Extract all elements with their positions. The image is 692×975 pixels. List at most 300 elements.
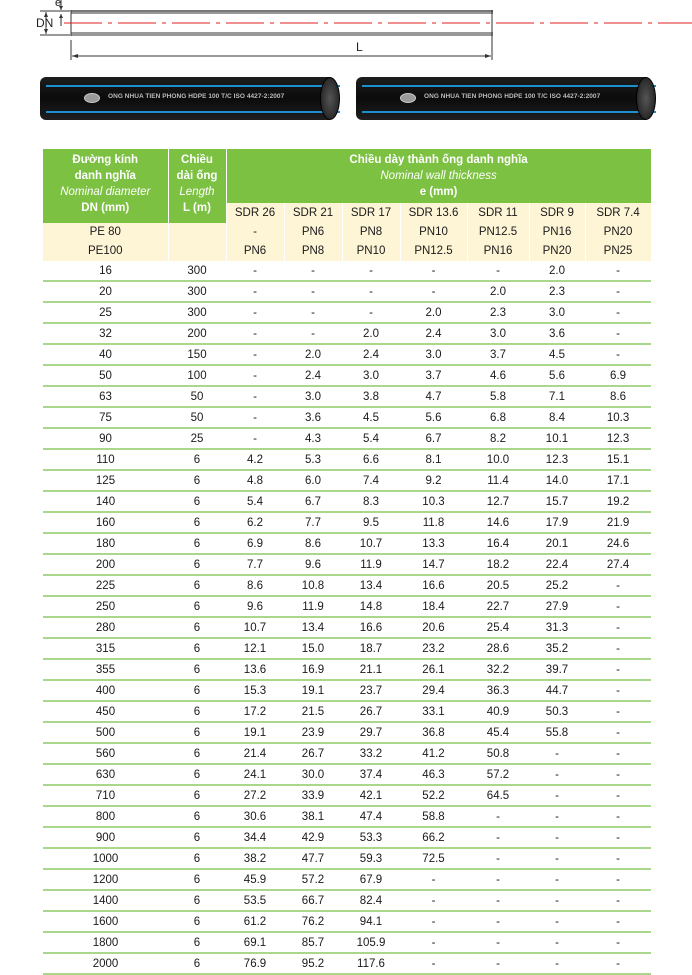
length-cell: 6 — [168, 533, 226, 554]
pe100-row — [43, 242, 651, 261]
thickness-cell: - — [529, 827, 585, 848]
thickness-cell: 27.9 — [529, 596, 585, 617]
table-row — [43, 596, 651, 617]
table-row — [43, 407, 651, 428]
thickness-cell: 85.7 — [284, 932, 342, 953]
thickness-cell: 57.2 — [467, 764, 529, 785]
thickness-cell: 16.9 — [284, 659, 342, 680]
thickness-cell: 8.4 — [529, 407, 585, 428]
thickness-cell: 24.1 — [226, 764, 284, 785]
thickness-cell: 6.6 — [342, 449, 400, 470]
pe80-pn-cell: PN8 — [342, 223, 400, 242]
thickness-cell: 6.2 — [226, 512, 284, 533]
thickness-cell: 25.2 — [529, 575, 585, 596]
thickness-cell: - — [585, 575, 651, 596]
thickness-cell: 10.3 — [585, 407, 651, 428]
thickness-cell: 36.3 — [467, 680, 529, 701]
table-row — [43, 344, 651, 365]
diameter-cell: 450 — [43, 701, 168, 722]
length-cell: 6 — [168, 743, 226, 764]
thickness-cell: - — [585, 890, 651, 911]
thickness-cell: - — [226, 344, 284, 365]
thickness-cell: 9.2 — [400, 470, 467, 491]
thickness-cell: 39.7 — [529, 659, 585, 680]
thickness-cell: 12.3 — [529, 449, 585, 470]
thickness-cell: 17.9 — [529, 512, 585, 533]
thickness-cell: 6.7 — [284, 491, 342, 512]
thickness-cell: 22.7 — [467, 596, 529, 617]
thickness-cell: 16.6 — [400, 575, 467, 596]
thickness-cell: - — [529, 764, 585, 785]
thickness-cell: 19.1 — [226, 722, 284, 743]
thickness-cell: 76.9 — [226, 953, 284, 974]
thickness-cell: 117.6 — [342, 953, 400, 974]
diameter-cell: 180 — [43, 533, 168, 554]
thickness-cell: 13.4 — [342, 575, 400, 596]
thickness-cell: 10.7 — [226, 617, 284, 638]
thickness-cell: 6.8 — [467, 407, 529, 428]
thickness-cell: - — [585, 302, 651, 323]
thickness-cell: 21.4 — [226, 743, 284, 764]
thickness-cell: 32.2 — [467, 659, 529, 680]
table-row — [43, 449, 651, 470]
thickness-cell: 22.4 — [529, 554, 585, 575]
thickness-cell: 58.8 — [400, 806, 467, 827]
thickness-cell: 2.4 — [342, 344, 400, 365]
thickness-cell: 72.5 — [400, 848, 467, 869]
sdr-header-cell: SDR 17 — [342, 203, 400, 223]
thickness-cell: 4.5 — [342, 407, 400, 428]
thickness-cell: 10.8 — [284, 575, 342, 596]
diameter-cell: 1600 — [43, 911, 168, 932]
diameter-cell: 800 — [43, 806, 168, 827]
table-row — [43, 554, 651, 575]
table-row — [43, 512, 651, 533]
thickness-cell: 6.9 — [226, 533, 284, 554]
pe80-label: PE 80 — [43, 223, 168, 242]
thickness-cell: - — [226, 407, 284, 428]
diameter-cell: 75 — [43, 407, 168, 428]
diameter-cell: 90 — [43, 428, 168, 449]
length-cell: 6 — [168, 575, 226, 596]
thickness-cell: 64.5 — [467, 785, 529, 806]
pipe-print-text: ONG NHUA TIEN PHONG HDPE 100 T/C ISO 4427-2:2007 — [424, 93, 601, 100]
table-row — [43, 533, 651, 554]
diameter-cell: 355 — [43, 659, 168, 680]
thickness-cell: 4.2 — [226, 449, 284, 470]
thickness-cell: 30.0 — [284, 764, 342, 785]
thickness-cell: - — [585, 722, 651, 743]
thickness-cell: 27.4 — [585, 554, 651, 575]
header-length: Chiều dài ống Length L (m) — [168, 149, 226, 223]
length-cell: 6 — [168, 722, 226, 743]
thickness-cell: - — [467, 911, 529, 932]
thickness-cell: 2.0 — [342, 323, 400, 344]
thickness-cell: 50.8 — [467, 743, 529, 764]
thickness-cell: 24.6 — [585, 533, 651, 554]
thickness-cell: 2.0 — [467, 281, 529, 302]
length-label: L — [356, 40, 363, 54]
thickness-cell: 2.0 — [529, 261, 585, 281]
table-row — [43, 701, 651, 722]
diameter-cell: 20 — [43, 281, 168, 302]
thickness-cell: 28.6 — [467, 638, 529, 659]
diameter-cell: 1200 — [43, 869, 168, 890]
thickness-cell: - — [342, 261, 400, 281]
thickness-cell: - — [529, 869, 585, 890]
diameter-cell: 1800 — [43, 932, 168, 953]
thickness-cell: 8.1 — [400, 449, 467, 470]
length-cell: 6 — [168, 470, 226, 491]
pe100-pn-cell: PN10 — [342, 242, 400, 261]
thickness-cell: - — [529, 743, 585, 764]
diameter-cell: 50 — [43, 365, 168, 386]
thickness-cell: 6.0 — [284, 470, 342, 491]
thickness-cell: 40.9 — [467, 701, 529, 722]
pe80-row — [43, 223, 651, 242]
diameter-cell: 225 — [43, 575, 168, 596]
thickness-cell: 23.2 — [400, 638, 467, 659]
thickness-cell: - — [467, 953, 529, 974]
length-cell: 6 — [168, 638, 226, 659]
table-body — [43, 261, 651, 974]
thickness-cell: 34.4 — [226, 827, 284, 848]
pe80-pn-cell: PN12.5 — [467, 223, 529, 242]
thickness-cell: 15.7 — [529, 491, 585, 512]
thickness-cell: 45.9 — [226, 869, 284, 890]
pe100-pn-cell: PN16 — [467, 242, 529, 261]
length-cell: 300 — [168, 302, 226, 323]
thickness-cell: - — [467, 848, 529, 869]
table-row — [43, 827, 651, 848]
thickness-cell: 11.9 — [342, 554, 400, 575]
length-cell: 200 — [168, 323, 226, 344]
thickness-cell: 47.4 — [342, 806, 400, 827]
table-row — [43, 365, 651, 386]
thickness-cell: 6.9 — [585, 365, 651, 386]
thickness-cell: - — [585, 869, 651, 890]
thickness-cell: 12.1 — [226, 638, 284, 659]
thickness-cell: 23.7 — [342, 680, 400, 701]
length-cell: 100 — [168, 365, 226, 386]
length-cell: 6 — [168, 869, 226, 890]
thickness-cell: - — [400, 281, 467, 302]
thickness-cell: 53.3 — [342, 827, 400, 848]
thickness-cell: 82.4 — [342, 890, 400, 911]
diameter-cell: 140 — [43, 491, 168, 512]
thickness-cell: 19.2 — [585, 491, 651, 512]
blue-stripe — [362, 85, 656, 87]
diameter-cell: 16 — [43, 261, 168, 281]
thickness-cell: 95.2 — [284, 953, 342, 974]
length-cell: 6 — [168, 932, 226, 953]
length-cell: 150 — [168, 344, 226, 365]
thickness-cell: - — [585, 261, 651, 281]
thickness-cell: 3.0 — [284, 386, 342, 407]
pipe-top-wall — [71, 10, 493, 12]
thickness-cell: - — [400, 890, 467, 911]
thickness-cell: 12.7 — [467, 491, 529, 512]
thickness-cell: 2.0 — [284, 344, 342, 365]
blue-stripe — [46, 85, 340, 87]
thickness-cell: 7.7 — [226, 554, 284, 575]
table-row — [43, 890, 651, 911]
thickness-cell: 53.5 — [226, 890, 284, 911]
thickness-cell: 7.7 — [284, 512, 342, 533]
pe100-label: PE100 — [43, 242, 168, 261]
thickness-cell: - — [585, 911, 651, 932]
thickness-cell: 67.9 — [342, 869, 400, 890]
thickness-cell: 10.7 — [342, 533, 400, 554]
thickness-cell: - — [226, 386, 284, 407]
thickness-cell: 38.2 — [226, 848, 284, 869]
diameter-cell: 200 — [43, 554, 168, 575]
thickness-cell: 18.2 — [467, 554, 529, 575]
table-row — [43, 785, 651, 806]
pe100-pn-cell: PN20 — [529, 242, 585, 261]
thickness-cell: - — [585, 323, 651, 344]
sdr-header-cell: SDR 13.6 — [400, 203, 467, 223]
thickness-cell: - — [284, 261, 342, 281]
thickness-cell: 13.6 — [226, 659, 284, 680]
thickness-cell: - — [467, 806, 529, 827]
thickness-cell: - — [585, 659, 651, 680]
pe100-pn-cell: PN6 — [226, 242, 284, 261]
thickness-cell: - — [226, 365, 284, 386]
pipe-outline-drawing — [0, 0, 692, 60]
thickness-cell: 2.3 — [529, 281, 585, 302]
thickness-cell: 66.2 — [400, 827, 467, 848]
pe100-pn-cell: PN12.5 — [400, 242, 467, 261]
thickness-cell: - — [400, 911, 467, 932]
diameter-cell: 63 — [43, 386, 168, 407]
thickness-cell: 3.7 — [400, 365, 467, 386]
thickness-cell: - — [529, 848, 585, 869]
length-cell: 6 — [168, 764, 226, 785]
diameter-cell: 32 — [43, 323, 168, 344]
table-row — [43, 617, 651, 638]
pe100-pn-cell: PN25 — [585, 242, 651, 261]
diameter-cell: 315 — [43, 638, 168, 659]
thickness-cell: 8.6 — [284, 533, 342, 554]
thickness-cell: 29.4 — [400, 680, 467, 701]
thickness-cell: 76.2 — [284, 911, 342, 932]
thickness-cell: - — [585, 701, 651, 722]
thickness-cell: 3.0 — [342, 365, 400, 386]
thickness-cell: 38.1 — [284, 806, 342, 827]
tien-phong-logo-icon — [400, 93, 416, 103]
thickness-cell: - — [585, 617, 651, 638]
length-cell: 6 — [168, 512, 226, 533]
thickness-cell: 31.3 — [529, 617, 585, 638]
length-cell: 6 — [168, 785, 226, 806]
table-row — [43, 386, 651, 407]
diameter-cell: 160 — [43, 512, 168, 533]
sdr-header-cell: SDR 21 — [284, 203, 342, 223]
diameter-cell: 40 — [43, 344, 168, 365]
thickness-cell: 15.3 — [226, 680, 284, 701]
thickness-cell: 3.6 — [284, 407, 342, 428]
table-row — [43, 848, 651, 869]
thickness-cell: 5.6 — [400, 407, 467, 428]
tien-phong-logo-icon — [84, 93, 100, 103]
table-row — [43, 281, 651, 302]
thickness-cell: 36.8 — [400, 722, 467, 743]
thickness-cell: - — [585, 680, 651, 701]
thickness-cell: 14.6 — [467, 512, 529, 533]
sdr-header-cell: SDR 26 — [226, 203, 284, 223]
thickness-cell: 5.4 — [342, 428, 400, 449]
diameter-cell: 560 — [43, 743, 168, 764]
thickness-cell: - — [467, 932, 529, 953]
thickness-cell: 33.2 — [342, 743, 400, 764]
table-row — [43, 764, 651, 785]
length-cell: 300 — [168, 261, 226, 281]
table-row — [43, 575, 651, 596]
thickness-cell: 6.7 — [400, 428, 467, 449]
diameter-cell: 500 — [43, 722, 168, 743]
thickness-cell: - — [226, 323, 284, 344]
thickness-cell: 4.7 — [400, 386, 467, 407]
diameter-cell: 900 — [43, 827, 168, 848]
length-cell: 6 — [168, 554, 226, 575]
diameter-cell: 710 — [43, 785, 168, 806]
thickness-cell: - — [585, 785, 651, 806]
thickness-cell: 27.2 — [226, 785, 284, 806]
thickness-cell: - — [529, 890, 585, 911]
thickness-cell: 15.1 — [585, 449, 651, 470]
thickness-cell: 8.6 — [585, 386, 651, 407]
dn-label: DN — [36, 16, 54, 30]
thickness-cell: - — [284, 323, 342, 344]
thickness-cell: - — [226, 428, 284, 449]
thickness-cell: 57.2 — [284, 869, 342, 890]
thickness-cell: - — [400, 932, 467, 953]
thickness-cell: - — [585, 848, 651, 869]
thickness-cell: - — [585, 827, 651, 848]
thickness-cell: - — [585, 344, 651, 365]
length-cell: 6 — [168, 449, 226, 470]
thickness-cell: 30.6 — [226, 806, 284, 827]
thickness-cell: 12.3 — [585, 428, 651, 449]
length-cell: 6 — [168, 848, 226, 869]
thickness-cell: 26.7 — [284, 743, 342, 764]
pe80-pn-cell: - — [226, 223, 284, 242]
diameter-cell: 125 — [43, 470, 168, 491]
thickness-cell: 3.6 — [529, 323, 585, 344]
length-cell: 6 — [168, 680, 226, 701]
thickness-cell: 9.6 — [226, 596, 284, 617]
thickness-cell: 66.7 — [284, 890, 342, 911]
thickness-cell: - — [400, 869, 467, 890]
blue-stripe — [46, 111, 340, 113]
thickness-cell: 13.3 — [400, 533, 467, 554]
table-row — [43, 638, 651, 659]
thickness-cell: 21.5 — [284, 701, 342, 722]
thickness-cell: 17.2 — [226, 701, 284, 722]
thickness-cell: 3.8 — [342, 386, 400, 407]
thickness-cell: 44.7 — [529, 680, 585, 701]
diameter-cell: 280 — [43, 617, 168, 638]
pipe-specification-table — [43, 149, 652, 975]
thickness-cell: 5.4 — [226, 491, 284, 512]
thickness-cell: 18.4 — [400, 596, 467, 617]
thickness-cell: 16.6 — [342, 617, 400, 638]
thickness-cell: - — [284, 281, 342, 302]
thickness-cell: - — [529, 911, 585, 932]
thickness-cell: 21.9 — [585, 512, 651, 533]
thickness-cell: - — [585, 743, 651, 764]
diameter-cell: 250 — [43, 596, 168, 617]
length-cell: 6 — [168, 827, 226, 848]
thickness-cell: - — [585, 932, 651, 953]
thickness-cell: 94.1 — [342, 911, 400, 932]
thickness-cell: 2.4 — [284, 365, 342, 386]
length-cell: 25 — [168, 428, 226, 449]
table-row — [43, 911, 651, 932]
thickness-cell: 2.0 — [400, 302, 467, 323]
thickness-cell: - — [529, 953, 585, 974]
length-cell: 6 — [168, 911, 226, 932]
length-cell: 6 — [168, 806, 226, 827]
pipe-image-left — [40, 77, 340, 120]
thickness-cell: 52.2 — [400, 785, 467, 806]
thickness-cell: - — [529, 785, 585, 806]
pipe-end-cap — [636, 77, 656, 120]
table-row — [43, 261, 651, 281]
table-row — [43, 806, 651, 827]
thickness-cell: 55.8 — [529, 722, 585, 743]
thickness-cell: 14.7 — [400, 554, 467, 575]
pe80-pn-cell: PN16 — [529, 223, 585, 242]
pe80-pn-cell: PN10 — [400, 223, 467, 242]
table-row — [43, 428, 651, 449]
thickness-cell: 42.9 — [284, 827, 342, 848]
thickness-cell: 10.3 — [400, 491, 467, 512]
table-row — [43, 302, 651, 323]
length-cell: 6 — [168, 890, 226, 911]
thickness-cell: 50.3 — [529, 701, 585, 722]
thickness-cell: 4.6 — [467, 365, 529, 386]
diameter-cell: 400 — [43, 680, 168, 701]
thickness-cell: 37.4 — [342, 764, 400, 785]
pe100-pn-cell: PN8 — [284, 242, 342, 261]
thickness-cell: 2.4 — [400, 323, 467, 344]
length-cell: 6 — [168, 596, 226, 617]
thickness-cell: 20.6 — [400, 617, 467, 638]
thickness-cell: - — [226, 302, 284, 323]
thickness-cell: 23.9 — [284, 722, 342, 743]
thickness-cell: 5.3 — [284, 449, 342, 470]
diameter-cell: 25 — [43, 302, 168, 323]
length-cell: 6 — [168, 491, 226, 512]
thickness-cell: - — [226, 261, 284, 281]
table-row — [43, 869, 651, 890]
length-cell: 50 — [168, 407, 226, 428]
thickness-cell: 11.9 — [284, 596, 342, 617]
thickness-cell: 3.0 — [467, 323, 529, 344]
thickness-cell: - — [585, 596, 651, 617]
pipe-image-right — [356, 77, 656, 120]
header-wall-thickness: Chiều dày thành ống danh nghĩa Nominal wall thickness e (mm) — [226, 149, 651, 203]
sdr-header-cell: SDR 11 — [467, 203, 529, 223]
thickness-cell: 5.8 — [467, 386, 529, 407]
thickness-cell: 10.1 — [529, 428, 585, 449]
thickness-cell: - — [585, 764, 651, 785]
pe80-pn-cell: PN20 — [585, 223, 651, 242]
thickness-cell: - — [342, 281, 400, 302]
sdr-header-cell: SDR 7.4 — [585, 203, 651, 223]
